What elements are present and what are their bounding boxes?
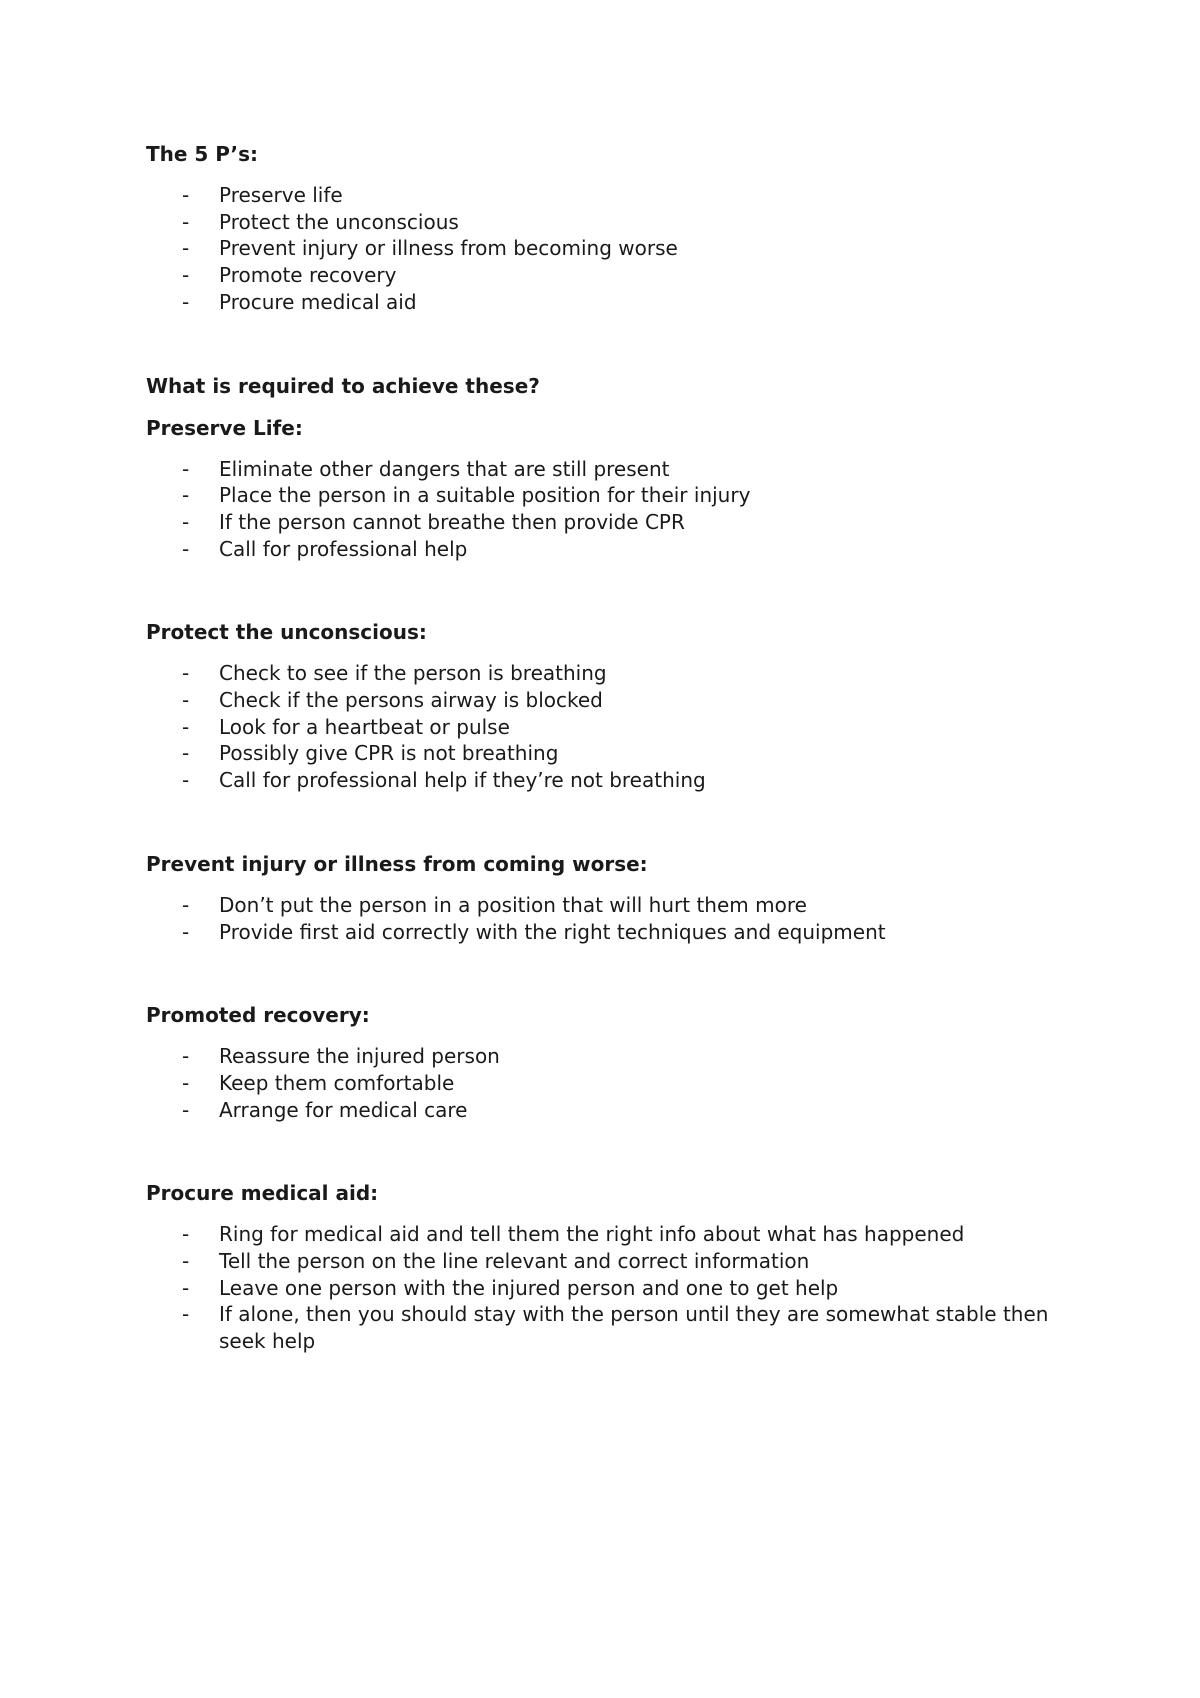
bullet-dash: -	[182, 741, 190, 766]
list-item: - Possibly give CPR is not breathing	[182, 741, 559, 766]
bullet-dash: -	[182, 661, 190, 686]
list-item: - Call for professional help	[182, 536, 468, 561]
list-item: - Reassure the injured person	[182, 1044, 500, 1069]
bullet-dash: -	[182, 1070, 190, 1095]
list-item: - Check to see if the person is breathing	[182, 661, 607, 686]
list-item: - Arrange for medical care	[182, 1097, 468, 1122]
bullet-dash: -	[182, 1097, 190, 1122]
list-item: - Promote recovery	[182, 263, 397, 288]
list-item: - Keep them comfortable	[182, 1070, 455, 1095]
section-heading-protect-unconscious: Protect the unconscious:	[146, 620, 427, 645]
bullet-dash: -	[182, 688, 190, 713]
intro-list	[146, 182, 1086, 316]
list-item: - Call for professional help if they’re not breathing	[182, 768, 706, 793]
section-list-promoted-recovery	[146, 1043, 1086, 1123]
list-item: - Tell the person on the line relevant and correct information	[182, 1249, 810, 1274]
list-item: - Ring for medical aid and tell them the right info about what has happened	[182, 1222, 965, 1247]
bullet-dash: -	[182, 536, 190, 561]
bullet-dash: -	[182, 1222, 190, 1247]
list-item: - Place the person in a suitable position for their injury	[182, 483, 751, 508]
bullet-dash: -	[182, 1249, 190, 1274]
bullet-dash: -	[182, 236, 190, 261]
section-list-protect-unconscious	[146, 660, 1086, 794]
list-item: - Protect the unconscious	[182, 209, 459, 234]
list-item: - Leave one person with the injured person and one to get help	[182, 1275, 839, 1300]
list-item: - If the person cannot breathe then provide CPR	[182, 509, 685, 534]
list-item: - Preserve life	[182, 183, 343, 207]
bullet-dash: -	[182, 892, 190, 917]
bullet-dash: -	[182, 1275, 190, 1300]
intro-heading: The 5 P’s:	[146, 142, 259, 166]
bullet-dash: -	[182, 919, 190, 944]
section-heading-preserve-life: Preserve Life:	[146, 415, 303, 440]
bullet-dash: -	[182, 209, 190, 234]
list-item: - Provide first aid correctly with the right techniques and equipment	[182, 919, 886, 944]
list-item: - Check if the persons airway is blocked	[182, 688, 603, 713]
list-item: - If alone, then you should stay with the person until they are somewhat stable then seek help	[182, 1302, 1049, 1354]
list-item: - Don’t put the person in a position that will hurt them more	[182, 892, 807, 917]
bullet-dash: -	[182, 289, 190, 314]
bullet-dash: -	[182, 1044, 190, 1069]
list-item: - Prevent injury or illness from becoming worse	[182, 236, 678, 261]
section-heading-procure-medical-aid: Procure medical aid:	[146, 1181, 379, 1206]
section-list-preserve-life	[146, 456, 1086, 563]
bullet-dash: -	[182, 263, 190, 288]
document-body	[146, 140, 1086, 1355]
bullet-dash: -	[182, 714, 190, 739]
bullet-dash: -	[182, 509, 190, 534]
bullet-dash: -	[182, 483, 190, 508]
bullet-dash: -	[182, 183, 190, 207]
question-heading: What is required to achieve these?	[146, 373, 540, 398]
list-item: - Look for a heartbeat or pulse	[182, 714, 510, 739]
bullet-dash: -	[182, 456, 190, 481]
list-item: - Eliminate other dangers that are still present	[182, 456, 670, 481]
section-heading-promoted-recovery: Promoted recovery:	[146, 1003, 370, 1028]
section-list-prevent-injury	[146, 892, 1086, 945]
bullet-dash: -	[182, 768, 190, 793]
list-item: - Procure medical aid	[182, 289, 417, 314]
section-heading-prevent-injury: Prevent injury or illness from coming worse:	[146, 851, 648, 876]
bullet-dash: -	[182, 1302, 190, 1327]
section-list-procure-medical-aid	[146, 1221, 1086, 1355]
